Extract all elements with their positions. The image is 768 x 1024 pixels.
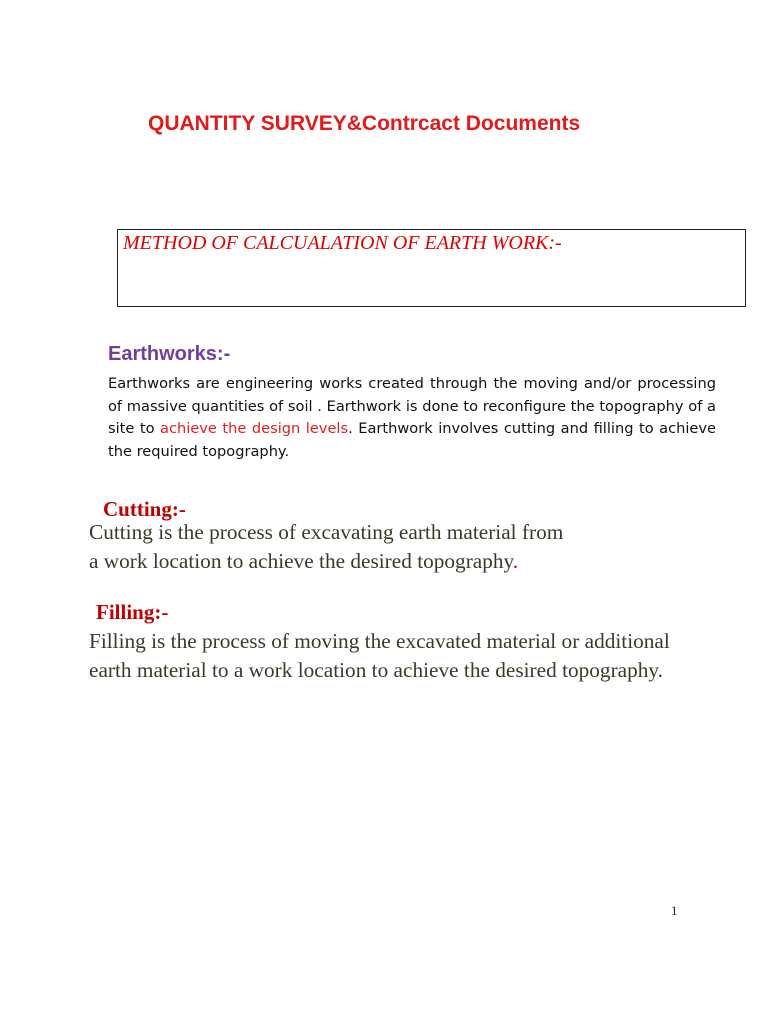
earthworks-text-part1: Earthworks are engineering works created through the moving and/or processing of massive quantities of soil . Earthwork is done to reconfigure the topography of a site to (108, 375, 716, 437)
earthworks-heading: Earthworks:- (108, 343, 231, 365)
earthworks-text-part2: . Earthwork involves cutting and filling to achieve the required topography. (108, 420, 716, 460)
method-heading: METHOD OF CALCUALATION OF EARTH WORK:- (123, 232, 562, 254)
earthworks-highlight: achieve the design levels (160, 420, 349, 437)
cutting-paragraph (89, 518, 689, 576)
page-number: 1 (671, 903, 678, 918)
filling-heading: Filling:- (96, 600, 169, 624)
filling-paragraph: Filling is the process of moving the excavated material or additional earth material to a work location to achieve the desired topography. (89, 629, 670, 682)
cutting-heading: Cutting:- (103, 497, 186, 521)
earthworks-paragraph (108, 373, 716, 463)
document-title: QUANTITY SURVEY&Contrcact Documents (148, 112, 581, 135)
method-heading-box (117, 229, 746, 307)
cutting-line-1: Cutting is the process of excavating earth material from (89, 520, 564, 544)
cutting-line-end: . (512, 549, 519, 573)
cutting-line-2: a work location to achieve the desired topography (89, 549, 513, 573)
